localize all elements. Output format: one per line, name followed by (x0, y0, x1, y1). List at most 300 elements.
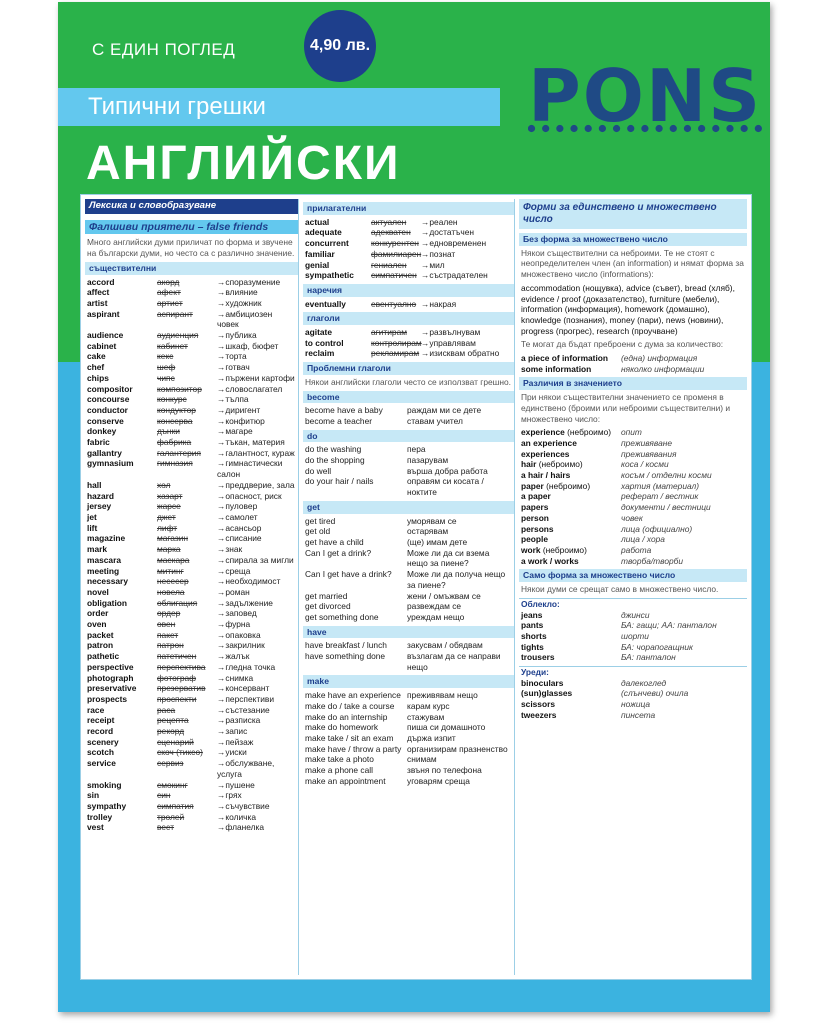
word-row (303, 327, 514, 338)
verb-group-title: do (303, 430, 514, 443)
english-word: to control (305, 337, 344, 348)
phrase-row (303, 640, 514, 651)
false-friend: шеф (157, 362, 176, 373)
problem-verbs-title: Проблемни глаголи (303, 362, 514, 375)
false-friend: скоч (тиксо) (157, 747, 203, 758)
english-term (521, 470, 621, 481)
word-row (85, 394, 298, 405)
translation: → словослагател (217, 384, 296, 395)
false-friend: фамилиарен (371, 248, 422, 259)
word-row (303, 249, 514, 260)
clothes-list (519, 610, 747, 664)
price-badge: 4,90 лв. (304, 10, 376, 82)
translation: → пушене (217, 780, 296, 791)
false-friend: маскара (157, 554, 190, 565)
word-row (85, 416, 298, 427)
english-word: meeting (87, 565, 120, 576)
english-word: mark (87, 544, 108, 555)
bulgarian-phrase: раждам ми се дете (407, 405, 482, 416)
phrase-row (303, 444, 514, 455)
bulgarian-term: човек (621, 512, 643, 523)
false-friend: патетичен (157, 651, 197, 662)
pair-row (519, 620, 747, 631)
translation: → преддверие, зала (217, 480, 296, 491)
false-friend: кабинет (157, 340, 188, 351)
english-term (521, 438, 621, 449)
bulgarian-term: преживявания (621, 448, 677, 459)
english-word: experience (521, 427, 565, 438)
english-word: sympathy (87, 800, 127, 811)
english-term (521, 491, 621, 502)
word-row (85, 351, 298, 362)
false-friend: симпатия (157, 800, 194, 811)
bulgarian-term: пинсета (621, 709, 656, 720)
english-word: obligation (87, 597, 128, 608)
word-row (85, 576, 298, 587)
translation: → състезание (217, 705, 296, 716)
false-friend: консерва (157, 415, 193, 426)
word-row (85, 608, 298, 619)
phrase-row (303, 591, 514, 602)
word-row (85, 598, 298, 609)
bulgarian-phrase: жени / омъжвам се (407, 590, 481, 601)
bulgarian-phrase: преживявам нещо (407, 690, 478, 701)
word-row (303, 299, 514, 310)
english-word: people (521, 534, 548, 545)
meaning-row (519, 556, 747, 567)
word-row (85, 373, 298, 384)
false-friend: раса (157, 704, 176, 715)
english-word: service (87, 758, 116, 769)
bulgarian-phrase: пера (407, 444, 426, 455)
english-phrase: become a teacher (305, 415, 373, 426)
false-friend: композитор (157, 383, 202, 394)
translation: → мил (421, 260, 512, 271)
false-friend: аудиенция (157, 330, 199, 341)
problem-verbs-intro: Някои английски глаголи често се използват грешно. (305, 376, 511, 387)
plural-only-title: Само форма за множествено число (519, 569, 747, 582)
english-term (521, 502, 621, 513)
word-row (85, 662, 298, 673)
phrase-row (303, 733, 514, 744)
phrase-row (303, 776, 514, 787)
phrase-row (303, 712, 514, 723)
false-friend: галантерия (157, 447, 201, 458)
translation: → обслужване, услуга (217, 758, 296, 779)
translation: → галантност, кураж (217, 448, 296, 459)
translation: → запис (217, 726, 296, 737)
word-row (85, 544, 298, 555)
false-friend: облигация (157, 597, 198, 608)
word-row (85, 566, 298, 577)
english-word: fabric (87, 437, 110, 448)
english-word: a paper (521, 491, 551, 502)
verb-group-title: get (303, 501, 514, 514)
word-row (85, 640, 298, 651)
translation: → шкаф, бюфет (217, 341, 296, 352)
translation: → магаре (217, 426, 296, 437)
translation: → конфитюр (217, 416, 296, 427)
word-row (85, 298, 298, 309)
phrase-row (303, 466, 514, 477)
english-word: hazard (87, 490, 114, 501)
meaning-row (519, 481, 747, 492)
phrase-row (303, 612, 514, 623)
phrase-row (303, 744, 514, 755)
false-friend: адекватен (371, 227, 411, 238)
bulgarian-phrase: развеждам се (407, 601, 462, 612)
word-row (85, 512, 298, 523)
main-title: АНГЛИЙСКИ (86, 137, 401, 190)
word-row (85, 362, 298, 373)
false-friend: перспектива (157, 661, 206, 672)
word-row (85, 630, 298, 641)
bulgarian-term: БА: панталон (621, 652, 676, 663)
english-word: novel (87, 586, 109, 597)
english-word: concurrent (305, 238, 349, 249)
phrase-row (303, 548, 514, 569)
no-plural-list: accommodation (нощувка), advice (съвет), bread (хляб), evidence / proof (доказателство), furniture (мебели), information (информация), homework (домашно), knowledge (познания), money (пари), news (новини), progress (прогрес), research (проучване) (521, 282, 735, 336)
word-row (85, 619, 298, 630)
english-word: trolley (87, 811, 113, 822)
translation: → амбициозен човек (217, 309, 296, 330)
translation: → тъкан, материя (217, 437, 296, 448)
word-row (303, 217, 514, 228)
translation: → опасност, риск (217, 491, 296, 502)
false-friend: хазарт (157, 490, 183, 501)
english-term (521, 545, 621, 556)
false-friend: хол (157, 479, 171, 490)
english-word: scotch (87, 747, 114, 758)
translation: → публика (217, 330, 296, 341)
english-word: conserve (87, 415, 124, 426)
translation: → снимка (217, 673, 296, 684)
false-friend: фабрика (157, 437, 192, 448)
translation: → разписка (217, 715, 296, 726)
english-phrase: make take a photo (305, 754, 374, 765)
nouns-label: съществителни (85, 262, 298, 275)
phrase-row (303, 765, 514, 776)
bulgarian-phrase: уморявам се (407, 515, 457, 526)
word-row (85, 683, 298, 694)
english-word: oven (87, 619, 107, 630)
translation: → спирала за мигли (217, 555, 296, 566)
meaning-row (519, 459, 747, 470)
word-row (303, 348, 514, 359)
english-phrase: make have / throw a party (305, 743, 402, 754)
english-word: preservative (87, 683, 137, 694)
english-phrase: get tired (305, 515, 336, 526)
verb-group-title: make (303, 675, 514, 688)
pair-row (519, 678, 747, 689)
english-phrase: Can I get a drink? (305, 547, 372, 558)
translation: → роман (217, 587, 296, 598)
countability-hint: (неброимо) (540, 544, 587, 555)
false-friend: патрон (157, 640, 184, 651)
number-forms-title: Форми за единствено и множествено число (519, 199, 747, 229)
bulgarian-term: работа (621, 544, 652, 555)
column-vocabulary (85, 199, 299, 975)
english-term: (sun)glasses (521, 688, 573, 699)
quantity-examples (519, 353, 747, 374)
english-word: affect (87, 287, 110, 298)
english-word: adequate (305, 227, 342, 238)
no-plural-intro: Някои съществителни са неброими. Те не стоят с неопределителен член (an information) и нямат форма за множествено число (informations): (521, 247, 744, 280)
false-friend: артист (157, 297, 183, 308)
word-row (85, 790, 298, 801)
word-row (85, 747, 298, 758)
phrase-row (303, 601, 514, 612)
bulgarian-term: опит (621, 427, 642, 438)
false-friend: дънки (157, 426, 180, 437)
translation: → списание (217, 533, 296, 544)
bulgarian-phrase: оправям си косата / ноктите (407, 476, 484, 498)
word-row (85, 330, 298, 341)
english-phrase: make have an experience (305, 690, 401, 701)
pair-row (519, 699, 747, 710)
translation: → самолет (217, 512, 296, 523)
bulgarian-term: (една) информация (621, 353, 698, 364)
translation: → пуловер (217, 501, 296, 512)
adverbs-label: наречия (303, 284, 514, 297)
english-word: mascara (87, 554, 121, 565)
translation: → управлявам (421, 338, 512, 349)
word-row (303, 238, 514, 249)
translation: → споразумение (217, 277, 296, 288)
false-friend: вест (157, 822, 175, 833)
word-row (85, 555, 298, 566)
english-phrase: get divorced (305, 601, 351, 612)
bulgarian-term: творба/творби (621, 555, 684, 566)
word-row (85, 437, 298, 448)
word-row (303, 260, 514, 271)
false-friend: афект (157, 287, 181, 298)
english-term: pants (521, 620, 544, 631)
bulgarian-phrase: уговарям среща (407, 775, 470, 786)
translation: → художник (217, 298, 296, 309)
bulgarian-phrase: пиша си домашното (407, 722, 486, 733)
problem-verb-groups (303, 391, 514, 787)
series-label: С ЕДИН ПОГЛЕД (92, 40, 236, 59)
false-friend: тролей (157, 811, 185, 822)
english-term: shorts (521, 630, 547, 641)
reference-sheet (80, 194, 752, 980)
pair-row (519, 688, 747, 699)
translation: → задължение (217, 598, 296, 609)
bulgarian-phrase: снимам (407, 754, 437, 765)
meaning-row (519, 513, 747, 524)
false-friend: кекс (157, 351, 174, 362)
word-row (85, 737, 298, 748)
translation: → развълнувам (421, 327, 512, 338)
bulgarian-phrase: стажувам (407, 711, 445, 722)
word-row (85, 287, 298, 298)
bulgarian-phrase: (ще) имам дете (407, 536, 468, 547)
false-friend: симпатичен (371, 270, 417, 281)
bulgarian-phrase: звъня по телефона (407, 765, 482, 776)
word-row (85, 480, 298, 491)
english-word: person (521, 512, 549, 523)
meaning-diff-list (519, 427, 747, 566)
english-word: a hair / hairs (521, 470, 571, 481)
false-friend: пакет (157, 629, 179, 640)
english-phrase: have breakfast / lunch (305, 640, 387, 651)
false-friend: фотограф (157, 672, 197, 683)
english-word: photograph (87, 672, 134, 683)
pair-row (519, 610, 747, 621)
verb-group-title: become (303, 391, 514, 404)
bulgarian-phrase: уреждам нещо (407, 611, 465, 622)
phrase-row (303, 537, 514, 548)
english-term (521, 449, 621, 460)
false-friend: актуален (371, 216, 407, 227)
false-friend: новела (157, 586, 185, 597)
meaning-row (519, 534, 747, 545)
english-term (521, 534, 621, 545)
english-word: packet (87, 629, 114, 640)
english-phrase: do well (305, 465, 332, 476)
column-number-forms (519, 199, 747, 975)
bulgarian-phrase: върша добра работа (407, 465, 488, 476)
bulgarian-term: документи / вестници (621, 502, 711, 513)
english-word: chips (87, 372, 109, 383)
bulgarian-term: БА: чорапогащник (621, 641, 693, 652)
plural-only-intro: Някои думи се срещат само в множествено число. (521, 584, 719, 595)
bulgarian-phrase: Може ли да си взема нещо за пиене? (407, 547, 490, 569)
phrase-row (303, 701, 514, 712)
adjectives-list (303, 217, 514, 281)
phrase-row (303, 455, 514, 466)
english-word: familiar (305, 248, 335, 259)
adjectives-label: прилагателни (303, 202, 514, 215)
translation: → гледна точка (217, 662, 296, 673)
english-phrase: become have a baby (305, 405, 383, 416)
false-friend: рецепта (157, 715, 189, 726)
translation: → заповед (217, 608, 296, 619)
translation: → грях (217, 790, 296, 801)
translation: → необходимост (217, 576, 296, 587)
bulgarian-phrase: възлагам да се направи нещо (407, 651, 501, 672)
false-friend: гимназия (157, 458, 193, 469)
false-friend: гениален (371, 259, 407, 270)
meaning-diff-intro: При някои съществителни значението се променя в единствено (броими или неброими съществителни) и множествено число: (521, 392, 731, 424)
bulgarian-term: ножица (621, 699, 651, 710)
english-word: an experience (521, 437, 577, 448)
bulgarian-term: реферат / вестник (621, 491, 699, 502)
english-phrase: make do / take a course (305, 700, 395, 711)
english-word: record (87, 726, 114, 737)
meaning-row (519, 524, 747, 535)
false-friend: ордер (157, 608, 181, 619)
word-row (85, 426, 298, 437)
english-phrase: make a phone call (305, 765, 373, 776)
word-row (85, 673, 298, 684)
translation: → реален (421, 217, 512, 228)
meaning-row (519, 449, 747, 460)
english-term (521, 427, 621, 438)
english-word: cabinet (87, 340, 117, 351)
word-row (85, 384, 298, 395)
bulgarian-term: няколко информации (621, 363, 705, 374)
english-word: jersey (87, 501, 112, 512)
word-row (85, 341, 298, 352)
translation: → състрадателен (421, 270, 512, 281)
word-row (85, 801, 298, 812)
english-word: race (87, 704, 105, 715)
verb-group-title: have (303, 626, 514, 639)
word-row (85, 651, 298, 662)
false-friend: сервиз (157, 758, 184, 769)
word-row (303, 338, 514, 349)
english-word: agitate (305, 327, 332, 338)
translation: → жалък (217, 651, 296, 662)
false-friend: презерватив (157, 683, 206, 694)
clothes-title: Облекло: (519, 598, 747, 610)
false-friend: джет (157, 511, 176, 522)
english-word: magazine (87, 533, 126, 544)
word-row (303, 270, 514, 281)
meaning-row (519, 438, 747, 449)
english-phrase: do the shopping (305, 455, 365, 466)
phrase-row (303, 651, 514, 672)
english-term: some information (521, 363, 592, 374)
word-row (85, 822, 298, 833)
translation: → пържени картофи (217, 373, 296, 384)
false-friends-title: Фалшиви приятели – false friends (85, 220, 298, 235)
english-phrase: make an appointment (305, 775, 386, 786)
false-friend: конкурентен (371, 238, 419, 249)
english-term: trousers (521, 652, 555, 663)
bulgarian-term: джинси (621, 609, 650, 620)
false-friends-intro: Много английски думи приличат по форма и звучене на български думи, но често са с различно значение. (87, 237, 295, 259)
english-phrase: do the washing (305, 444, 362, 455)
translation: → достатъчен (421, 227, 512, 238)
pair-row (519, 710, 747, 721)
translation: → гимнастически салон (217, 458, 296, 479)
pons-logo: PONS (528, 54, 763, 138)
english-word: hall (87, 479, 102, 490)
english-word: audience (87, 330, 124, 341)
english-term: binoculars (521, 677, 564, 688)
translation: → опаковка (217, 630, 296, 641)
word-row (85, 705, 298, 716)
english-word: work (521, 544, 541, 555)
english-word: sin (87, 790, 100, 801)
english-phrase: get something done (305, 611, 379, 622)
countability-hint: (неброимо) (564, 427, 612, 438)
countability-hint: (неброимо) (536, 459, 583, 470)
false-friend: магазин (157, 533, 188, 544)
false-friend: син (157, 790, 171, 801)
phrase-row (303, 722, 514, 733)
no-plural-title: Без форма за множествено число (519, 233, 747, 246)
english-term (521, 556, 621, 567)
english-word: artist (87, 297, 108, 308)
bulgarian-term: косъм / отделни косми (621, 470, 712, 481)
english-phrase: make do homework (305, 722, 379, 733)
translation: → перспективи (217, 694, 296, 705)
false-friend: жарсе (157, 501, 181, 512)
false-friend: евентуално (371, 298, 417, 309)
bulgarian-phrase: карам курс (407, 700, 450, 711)
word-row (85, 694, 298, 705)
bulgarian-phrase: държа изпит (407, 732, 456, 743)
word-row (85, 309, 298, 330)
meaning-row (519, 470, 747, 481)
bulgarian-phrase: Може ли да получа нещо за пиене? (407, 569, 506, 590)
english-word: concourse (87, 394, 130, 405)
word-row (85, 780, 298, 791)
